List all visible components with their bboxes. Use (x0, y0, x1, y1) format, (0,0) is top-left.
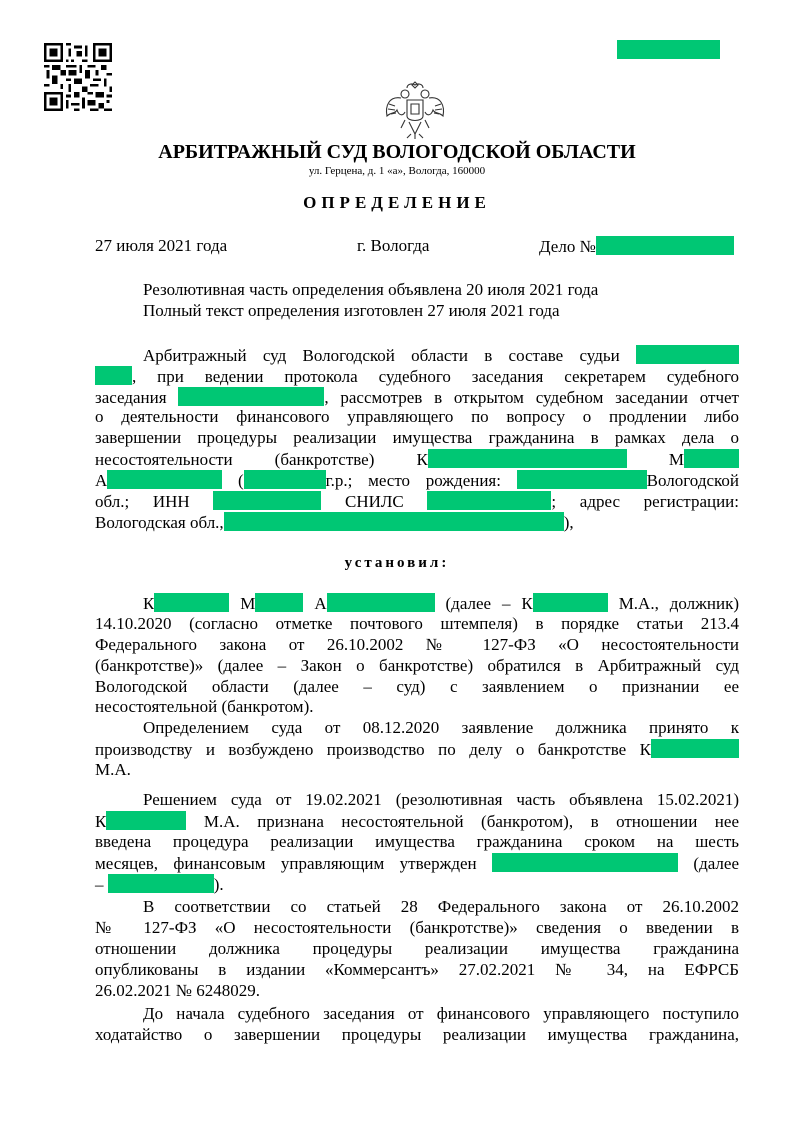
paragraph-line: В соответствии со статьей 28 Федерального закона от 26.10.2002 (143, 897, 739, 916)
paragraph-line: № 127-ФЗ «О несостоятельности (банкротстве)» сведения о введении в (95, 918, 739, 937)
paragraph-line: опубликованы в издании «Коммерсантъ» 27.02.2021 № 34, на ЕФРСБ (95, 960, 739, 979)
paragraph-line: (банкротстве)» (далее – Закон о банкротстве) обратился в Арбитражный суд (95, 656, 739, 675)
decision-date: 27 июля 2021 года (95, 236, 228, 255)
paragraph-line: М.А. (95, 760, 131, 779)
paragraph-line: До начала судебного заседания от финансового управляющего поступило (143, 1004, 739, 1023)
redaction-block (636, 345, 739, 364)
redaction-block (154, 593, 229, 612)
redaction-block (224, 512, 564, 531)
redaction-block (533, 593, 608, 612)
redaction-block (178, 387, 324, 406)
section-heading-ustanovil: установил: (344, 555, 450, 571)
redaction-block (95, 366, 132, 385)
case-number-label: Дело № (539, 237, 596, 256)
paragraph-line: Федерального закона от 26.10.2002 № 127-ФЗ «О несостоятельности (95, 635, 739, 654)
paragraph-line: Вологодская обл., ), (95, 513, 574, 532)
paragraph-line: , при ведении протокола судебного заседания секретарем судебного (95, 366, 739, 388)
redaction-block (428, 449, 627, 468)
paragraph-line: 14.10.2020 (согласно отметке почтового штемпеля) в порядке статьи 213.4 (95, 614, 739, 633)
fulltext-date: Полный текст определения изготовлен 27 июля 2021 года (143, 301, 560, 320)
redaction-block (427, 491, 551, 510)
redaction-block (108, 874, 214, 893)
paragraph-line: К М.А. признана несостоятельной (банкротом), в отношении нее (95, 812, 739, 831)
russian-coat-of-arms-icon (381, 76, 449, 144)
paragraph-line: Решением суда от 19.02.2021 (резолютивная часть объявлена 15.02.2021) (143, 790, 739, 809)
redaction-block (107, 470, 222, 489)
paragraph-line: – ). (95, 875, 224, 894)
paragraph-line: ходатайство о завершении процедуры реализации имущества гражданина, (95, 1025, 739, 1044)
paragraph-line: 26.02.2021 № 6248029. (95, 981, 260, 1000)
redaction-block (213, 491, 321, 510)
resolution-announcement: Резолютивная часть определения объявлена 20 июля 2021 года (143, 280, 599, 299)
redaction-block (244, 470, 326, 489)
paragraph-line: производству и возбуждено производство по делу о банкротстве К (95, 739, 739, 761)
paragraph-line: обл.; ИНН СНИЛС ; адрес регистрации: (95, 492, 740, 511)
redaction-block (651, 739, 739, 758)
decision-city: г. Вологда (357, 236, 430, 255)
redaction-block (596, 236, 734, 255)
redaction-block (684, 449, 739, 468)
paragraph-line: Вологодской области (далее – суд) с заявлением о признании ее (95, 677, 739, 696)
paragraph-line: несостоятельной (банкротом). (95, 697, 314, 716)
document-type: ОПРЕДЕЛЕНИЕ (303, 193, 491, 212)
court-name: АРБИТРАЖНЫЙ СУД ВОЛОГОДСКОЙ ОБЛАСТИ (158, 141, 636, 163)
case-number (539, 236, 734, 257)
paragraph-line: месяцев, финансовым управляющим утвержден (далее (95, 854, 739, 873)
paragraph-line: заседания , рассмотрев в открытом судебном заседании отчет (95, 388, 739, 407)
redaction-block (327, 593, 435, 612)
paragraph-line: Определением суда от 08.12.2020 заявление должника принято к (143, 718, 739, 737)
redaction-block (492, 853, 678, 872)
court-address: ул. Герцена, д. 1 «а», Вологда, 160000 (308, 165, 486, 177)
redaction-block (517, 470, 647, 489)
paragraph-line: завершении процедуры реализации имущества гражданина в рамках дела о (95, 428, 739, 447)
paragraph-line: отношении должника процедуры реализации имущества гражданина (95, 939, 739, 958)
paragraph-line: Арбитражный суд Вологодской области в составе судьи (95, 345, 739, 367)
paragraph-line: К М А (далее – К М.А., должник) (143, 594, 740, 613)
paragraph-line: о деятельности финансового управляющего по вопросу о продлении либо (95, 407, 739, 426)
paragraph-line: введена процедура реализации имущества гражданина сроком на шесть (95, 832, 739, 851)
qr-code-icon (44, 43, 112, 111)
paragraph-line: несостоятельности (банкротстве) К М (95, 449, 739, 471)
redaction-block (255, 593, 303, 612)
redaction-block (106, 811, 186, 830)
redaction-block (617, 40, 720, 59)
paragraph-line: А ( г.р.; место рождения: Вологодской (95, 471, 740, 490)
